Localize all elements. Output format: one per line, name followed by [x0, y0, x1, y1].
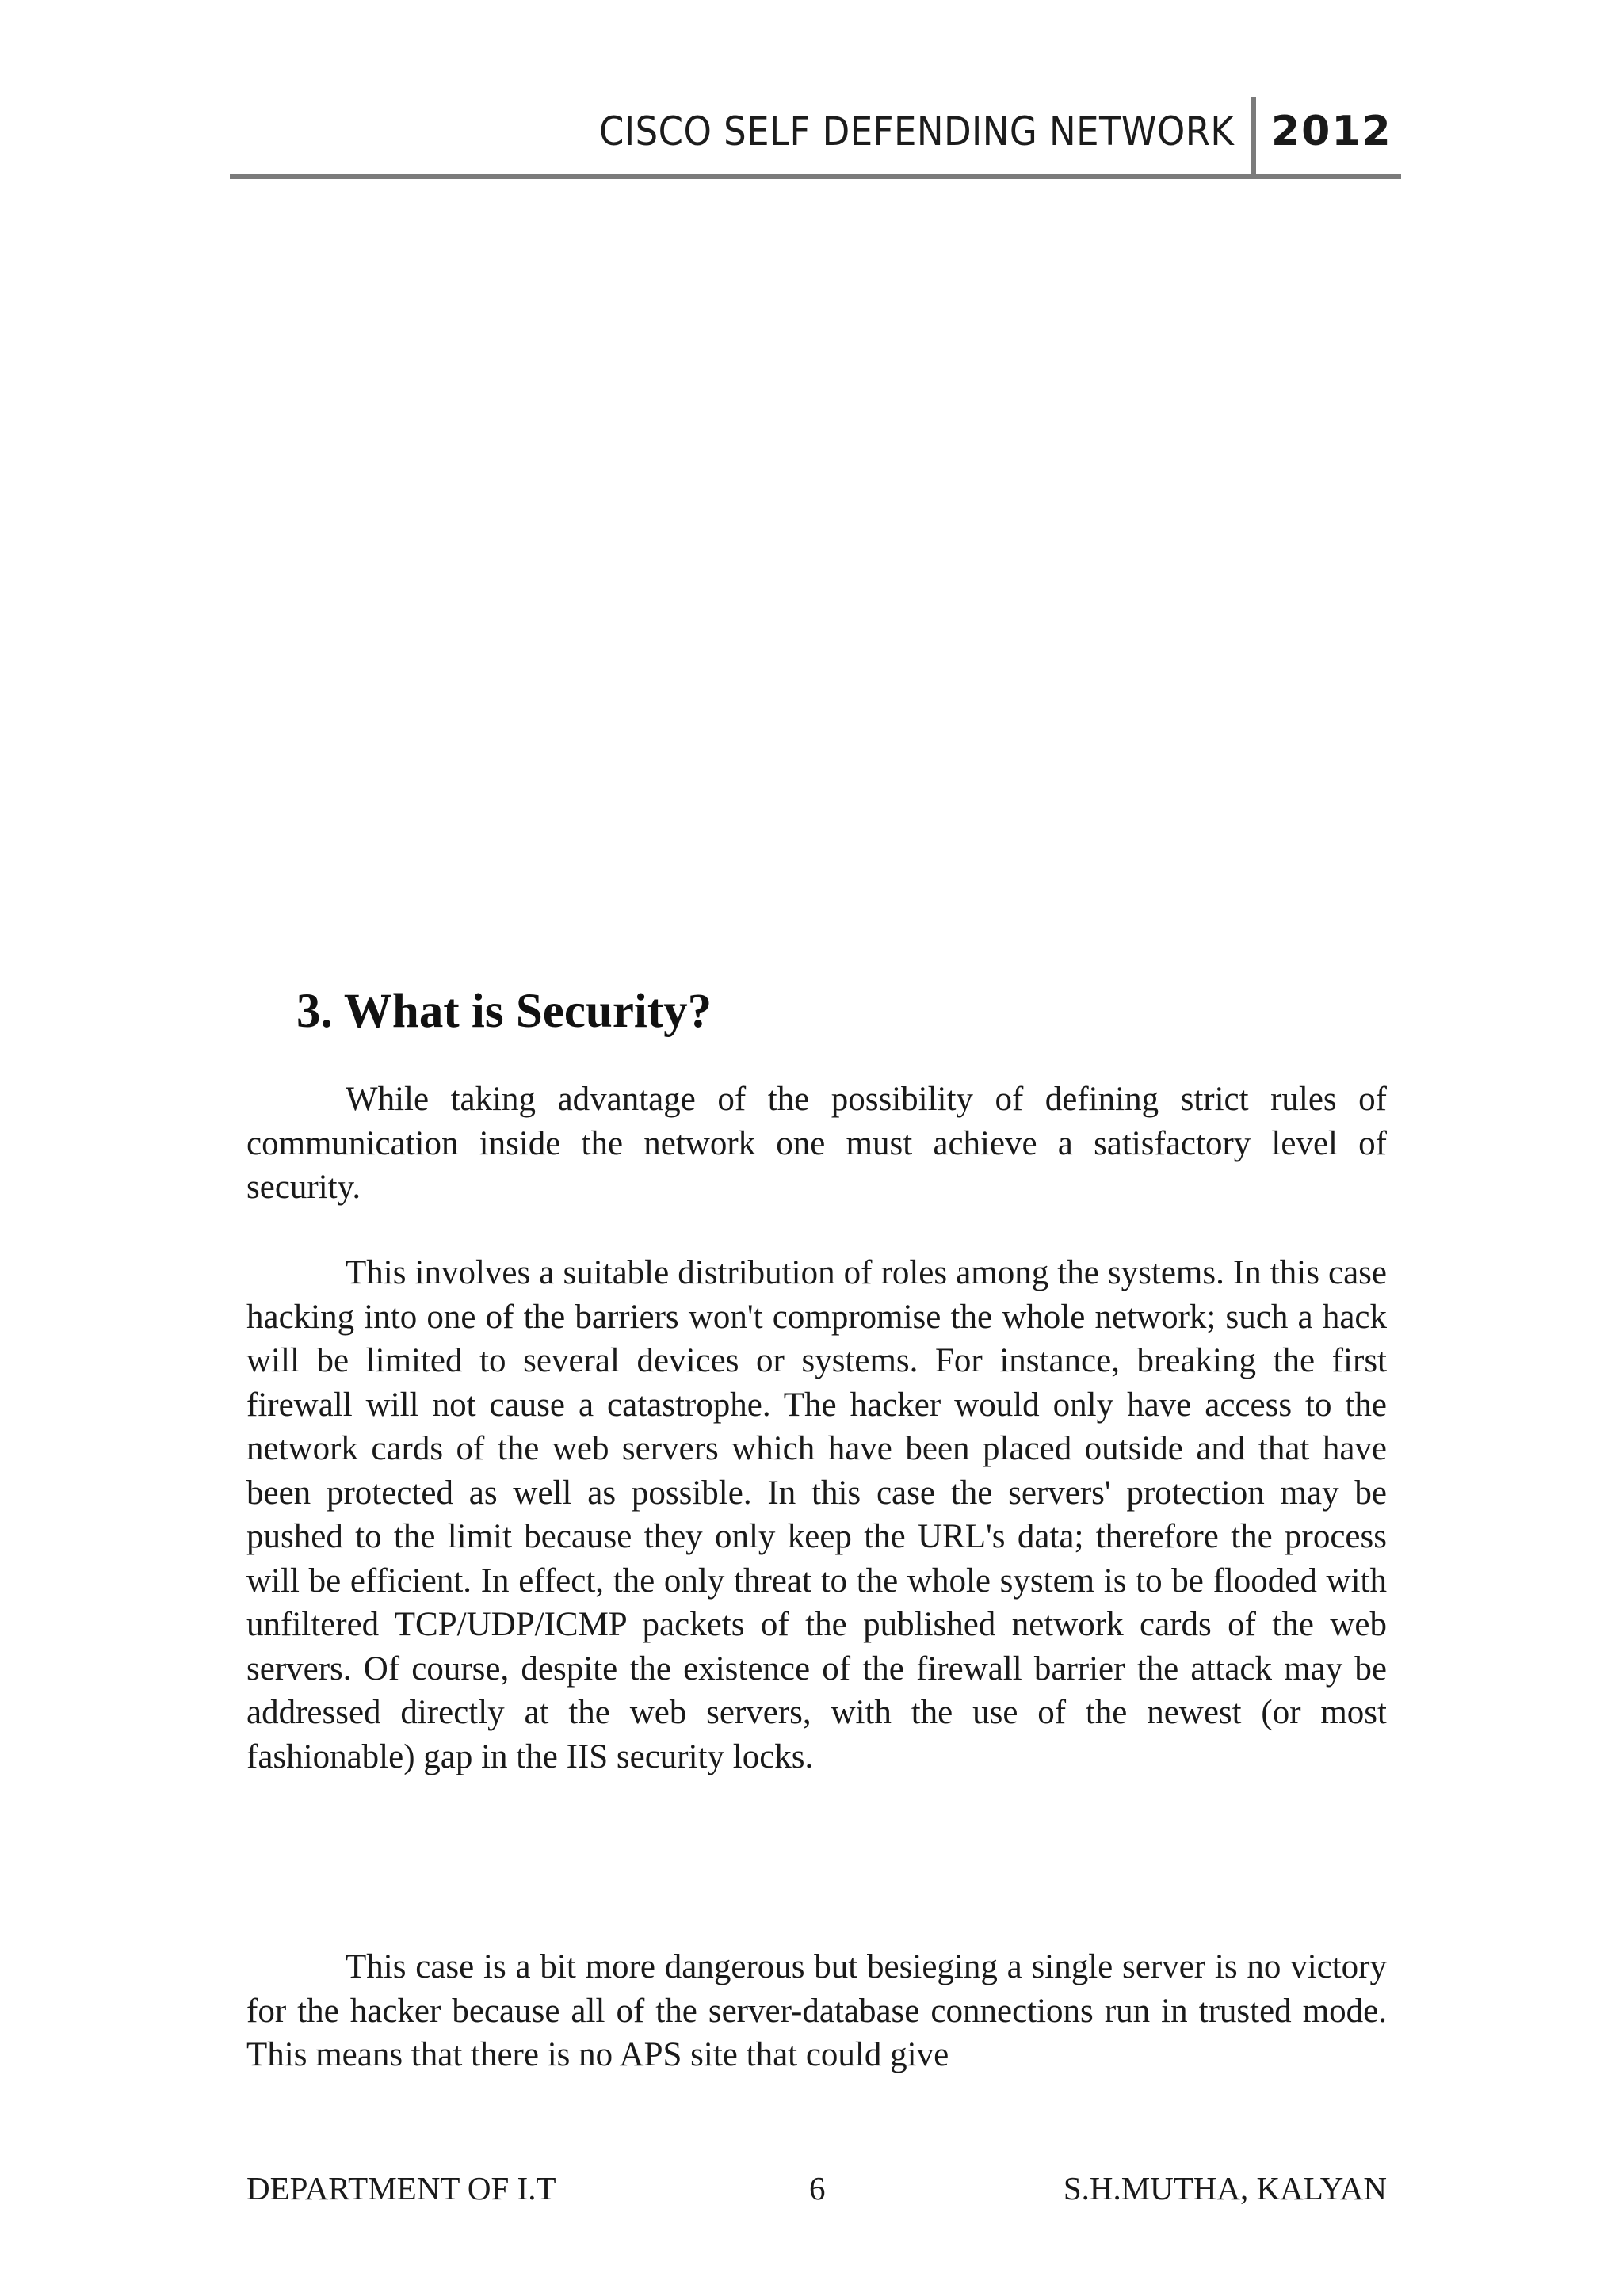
page-footer: [246, 2169, 1387, 2217]
footer-institution: S.H.MUTHA, KALYAN: [1063, 2170, 1387, 2206]
section-heading: 3. What is Security?: [296, 985, 712, 1038]
page-header: [230, 95, 1401, 182]
body-paragraph: While taking advantage of the possibility of defining strict rules of communication inside the network one must achieve a satisfactory level of security.: [246, 1081, 1387, 1206]
body-paragraph: This involves a suitable distribution of roles among the systems. In this case hacking into one of the barriers won't compromise the whole network; such a hack will be limited to several devices or systems. For instance, breaking the first firewall will not cause a catastrophe. The hacker would only have access to the network cards of the web servers which have been placed outside and that have been protected as well as possible. In this case the servers' protection may be pushed to the limit because they only keep the URL's data; therefore the process will be efficient. In effect, the only threat to the whole system is to be flooded with unfiltered TCP/UDP/ICMP packets of the published network cards of the web servers. Of course, despite the existence of the firewall barrier the attack may be addressed directly at the web servers, with the use of the newest (or most fashionable) gap in the IIS security locks.: [246, 1254, 1387, 1775]
header-rule: [230, 174, 1401, 179]
body-paragraph: This case is a bit more dangerous but besieging a single server is no victory for the hacker because all of the server-database connections run in trusted mode. This means that there is no APS site that could give: [246, 1948, 1387, 2073]
document-title: CISCO SELF DEFENDING NETWORK: [598, 109, 1234, 154]
page-number: 6: [809, 2170, 826, 2206]
document-year: 2012: [1271, 108, 1392, 155]
header-divider: [1251, 97, 1256, 177]
footer-department: DEPARTMENT OF I.T: [246, 2170, 556, 2206]
